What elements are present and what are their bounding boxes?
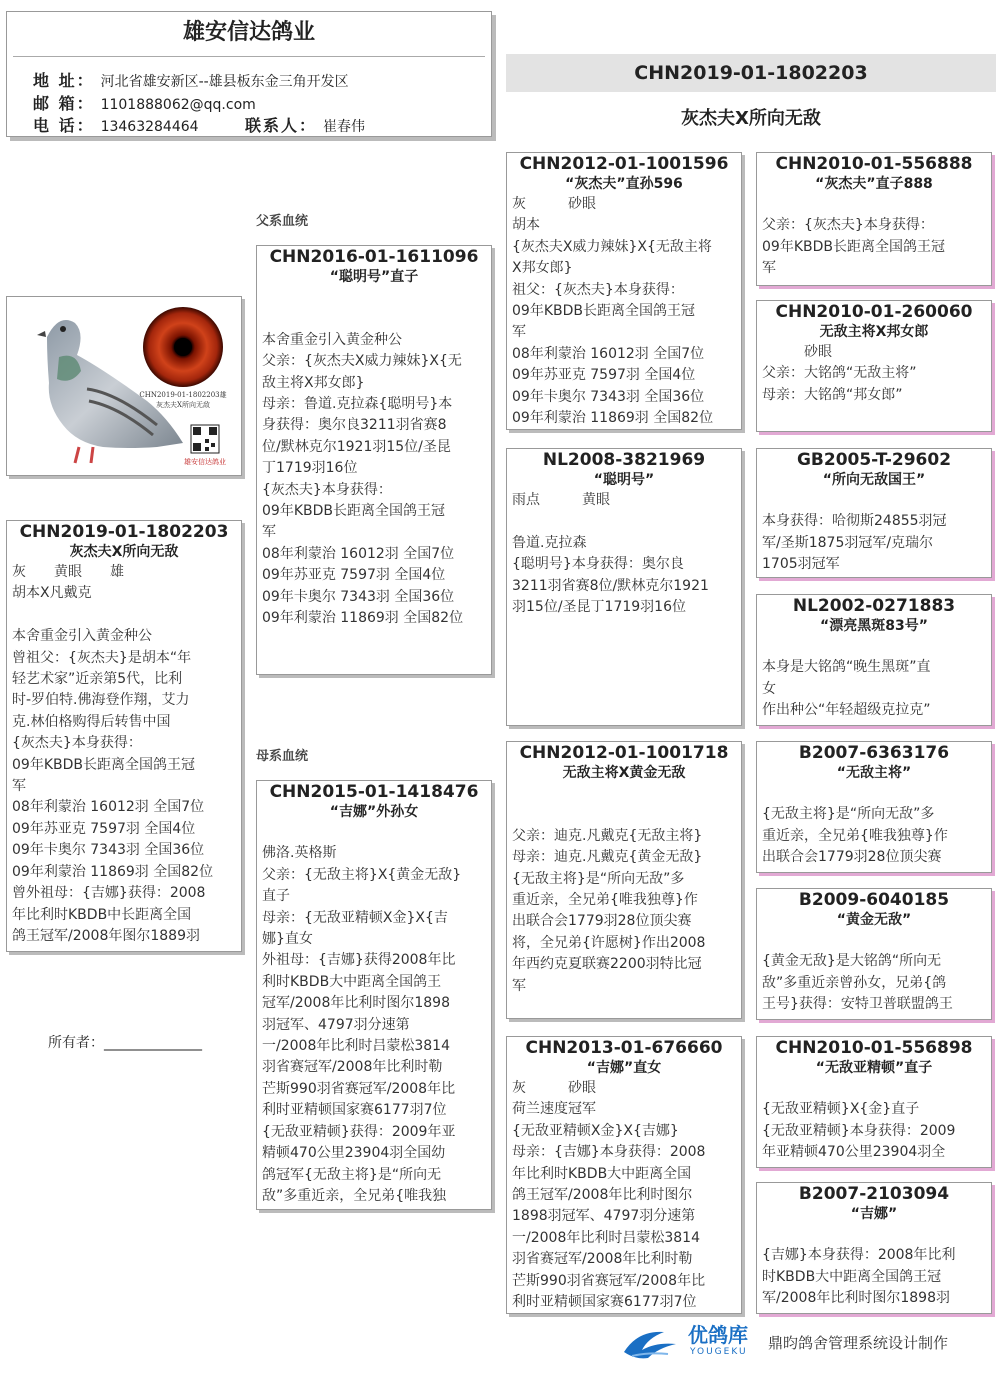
detail-line [257,287,491,308]
detail-line: 军 [512,324,526,341]
detail-line: 09年卡奥尔 7343羽 全国36位 [262,588,455,605]
detail-line: 军 [512,977,526,994]
detail-line: 年亚精顿470公里23904羽全 [762,1144,946,1161]
detail-line: {无敌主将}是“所向无敌”多 [762,806,935,823]
detail-line: {灰杰夫X威力辣妹}X{无敌主将 [512,238,712,255]
detail-line: 重近亲，全兄弟{唯我独尊}作 [762,827,948,844]
detail-line: 砂眼 [762,344,832,360]
detail-line: 09年KBDB长距离全国鸽王冠 [12,756,195,773]
detail-line: 年比利时KBDB大中距离全国 [512,1165,692,1182]
ggp-3-details [757,490,991,576]
detail-line: 灰 砂眼 [512,1080,596,1096]
dam-sire-name: 无敌主将X黄金无敌 [562,765,686,781]
detail-line: 敌”多重近亲曾孙女，兄弟{鸽 [762,974,947,991]
ggp-4-details [757,636,991,722]
detail-line: 09年卡奥尔 7343羽 全国36位 [12,842,205,859]
detail-line: 军 [262,524,276,541]
detail-line: 王号}获得：安特卫普联盟鸽王 [762,996,953,1013]
detail-line: {无敌主将}是“所向无敌”多 [512,870,685,887]
ggp-card-5 [756,741,992,873]
detail-line: 1898羽冠军、4797羽分速第 [512,1208,696,1225]
detail-line: 鸽冠军{无敌主将}是“所向无 [262,1166,442,1183]
ggp-card-8 [756,1182,992,1314]
detail-line: 利时亚精顿国家赛6177羽7位 [512,1294,697,1311]
sire-ring: CHN2016-01-1611096 [269,247,479,267]
phone-value[interactable]: 13463284464 [100,119,199,135]
ggp-5-name: “无敌主将” [836,765,912,781]
brand-name-cn: 优鸽库 [688,1323,748,1347]
detail-line [507,804,741,825]
detail-line: 年西约克夏联赛2200羽特比冠 [512,956,702,973]
ggp-1-details [757,194,991,280]
detail-line: 时-罗伯特.佛海登作翔，艾力 [12,692,190,709]
detail-line: 羽省赛冠军/2008年比利时勒 [512,1251,693,1268]
sire-line-label: 父系血统 [256,214,309,229]
ggp-4-ring: NL2002-0271883 [792,596,956,616]
detail-line: 母亲：{无敌亚精顿X金}X{吉 [262,909,448,926]
detail-line: 羽冠军、4797羽分速第 [262,1016,410,1033]
detail-line: {无敌亚精顿}本身获得：2009 [762,1122,956,1139]
detail-line: 冠军/2008年比利时图尔1898 [262,995,450,1012]
ggp-6-ring: B2009-6040185 [798,890,950,910]
dam-sire-details [507,783,741,997]
ggp-card-2 [756,300,992,432]
dam-dam-name: “吉娜”直女 [586,1060,662,1076]
detail-line [507,783,741,804]
sire-dam-details [507,490,741,618]
address-row [33,68,349,91]
sire-sire-details [507,194,741,429]
ggp-1-ring: CHN2010-01-556888 [775,154,973,174]
sire-details [257,287,491,630]
footer-brand [618,1322,990,1362]
detail-line: 09年KBDB长距离全国鸽王冠 [512,303,695,320]
detail-line: {灰杰夫}本身获得： [12,735,142,752]
contact-label: 联系人： [245,116,318,135]
pigeon-photo [6,296,242,476]
detail-line: 利时KBDB大中距离全国鸽王 [262,973,442,990]
ggp-5-details [757,783,991,869]
detail-line: 时KBDB大中距离全国鸽王冠 [762,1268,942,1285]
detail-line: 鲁道.克拉森 [512,534,587,551]
detail-line: 09年卡奥尔 7343羽 全国36位 [512,388,705,405]
phone-label: 电 话： [33,116,95,135]
ggp-6-name: “黄金无敌” [836,912,912,928]
detail-line: {黄金无敌}是大铭鸽“所向无 [762,953,942,970]
detail-line: 军 [762,260,776,277]
detail-line: 年比利时KBDB中长距离全国 [12,906,192,923]
detail-line [757,930,991,951]
breeder-header [6,11,492,137]
ggp-card-6 [756,888,992,1020]
detail-line: 本身是大铭鸽“晚生黑斑”直 [762,659,931,676]
detail-line: 08年利蒙治 16012羽 全国7位 [12,799,205,816]
detail-line: 父亲：大铭鸽“无敌主将” [762,365,917,382]
ggp-1-name: “灰杰夫”直子888 [815,176,933,192]
detail-line: 敌”多重近亲，全兄弟{唯我独 [262,1187,447,1204]
subject-card [6,520,242,952]
ggp-card-7 [756,1036,992,1168]
ggp-2-name: 无敌主将X邦女郎 [819,324,929,340]
detail-line: 09年苏亚克 7597羽 全国4位 [512,367,696,384]
detail-line: 鸽王冠军/2008年图尔1889羽 [12,927,200,944]
detail-line: 1705羽冠军 [762,556,840,573]
ggp-8-ring: B2007-2103094 [798,1184,950,1204]
detail-line: {灰杰夫}本身获得： [262,481,392,498]
detail-line: 本舍重金引入黄金种公 [262,331,402,348]
dam-card [256,780,492,1210]
subject-ring: CHN2019-01-1802203 [19,522,229,542]
ggp-7-name: “无敌亚精顿”直子 [815,1060,933,1076]
detail-line: 祖父：{灰杰夫}本身获得： [512,281,684,298]
sire-sire-card [506,152,742,430]
detail-line: 胡本 [512,217,540,234]
detail-line: {聪明号}本身获得：奥尔良 [512,556,684,573]
detail-line: 直子 [262,888,290,905]
ggp-7-details [757,1078,991,1164]
ggp-6-details [757,930,991,1016]
photo-stamp: 雄安信达鸽业 [184,458,226,466]
detail-line: 父亲：{灰杰夫}本身获得： [762,217,934,234]
pigeon-image [7,297,241,475]
dam-ring: CHN2015-01-1418476 [269,782,479,802]
detail-line: 敌主将X邦女郎} [262,374,365,391]
detail-line: 将，全兄弟{许愿树}作出2008 [512,934,706,951]
detail-line: 曾祖父：{灰杰夫}是胡本“年 [12,649,192,666]
detail-line: 父亲：{灰杰夫X威力辣妹}X{无 [262,353,462,370]
detail-line: {无敌亚精顿}X{金}直子 [762,1101,920,1118]
detail-line: 作出种公“年轻超级克拉克” [762,702,931,719]
header-divider [13,56,485,57]
detail-line: 丁1719羽16位 [262,460,358,477]
ggp-card-4 [756,594,992,726]
subject-ring-banner: CHN2019-01-1802203 [506,54,996,92]
sire-dam-ring: NL2008-3821969 [542,450,706,470]
sire-sire-ring: CHN2012-01-1001596 [519,154,729,174]
detail-line: 母亲：{吉娜}本身获得：2008 [512,1144,706,1161]
dam-line-label: 母系血统 [256,749,309,764]
detail-line: 重近亲，全兄弟{唯我独尊}作 [512,892,698,909]
dam-details [257,822,491,1207]
detail-line: X邦女郎} [512,260,573,277]
detail-line: 曾外祖母：{吉娜}获得：2008 [12,885,206,902]
detail-line [257,822,491,843]
dam-dam-card [506,1036,742,1314]
detail-line: 军/圣斯1875羽冠军/克瑞尔 [762,534,934,551]
detail-line: {无敌亚精顿}获得：2009年亚 [262,1123,456,1140]
ggp-4-name: “漂亮黑斑83号” [820,618,928,634]
brand-name-en: YOUGEKU [690,1347,748,1357]
detail-line: 一/2008年比利时吕蒙松3814 [512,1229,700,1246]
detail-line [257,308,491,329]
detail-line [757,636,991,657]
subject-name-banner: 灰杰夫X所向无敌 [681,108,821,129]
ggp-2-ring: CHN2010-01-260060 [775,302,973,322]
email-row [33,91,256,114]
detail-line: 灰 砂眼 [512,196,596,212]
breeder-title: 雄安信达鸽业 [182,20,315,45]
ggp-2-details [757,342,991,406]
address-value: 河北省雄安新区--雄县板东金三角开发区 [100,74,349,90]
detail-line: 09年苏亚克 7597羽 全国4位 [12,820,196,837]
subject-name: 灰杰夫X所向无敌 [69,544,179,560]
ggp-3-name: “所向无敌国王” [822,472,926,488]
ggp-5-ring: B2007-6363176 [798,743,950,763]
detail-line: 09年利蒙治 11869羽 全国82位 [262,610,464,627]
contact-value: 崔春伟 [323,119,366,135]
dam-dam-details [507,1078,741,1313]
sire-name: “聪明号”直子 [329,269,419,285]
detail-line: 09年苏亚克 7597羽 全国4位 [262,567,446,584]
ggp-card-1 [756,152,992,286]
detail-line [757,194,991,215]
detail-line: 芒斯990羽省赛冠军/2008年比 [262,1080,456,1097]
ggp-8-details [757,1224,991,1310]
detail-line: 09年KBDB长距离全国鸽王冠 [762,238,945,255]
detail-line: 3211羽省赛8位/默林克尔1921 [512,577,709,594]
detail-line: 父亲：{无敌主将}X{黄金无敌} [262,866,462,883]
detail-line [7,605,241,626]
detail-line: 羽15位/圣昆丁1719羽16位 [512,599,686,616]
detail-line: 09年KBDB长距离全国鸽王冠 [262,503,445,520]
detail-line: 军 [12,778,26,795]
detail-line: 外祖母：{吉娜}获得2008年比 [262,952,456,969]
detail-line: 09年利蒙治 11869羽 全国82位 [12,863,214,880]
detail-line: 军/2008年比利时图尔1898羽 [762,1290,950,1307]
photo-caption-name: 灰杰夫X所向无敌 [156,401,210,409]
detail-line [757,783,991,804]
dam-name: “吉娜”外孙女 [329,804,419,820]
dam-sire-card [506,741,742,1019]
detail-line: 父亲：迪克.凡戴克{无敌主将} [512,827,703,844]
detail-line: 鸽王冠军/2008年比利时图尔 [512,1187,693,1204]
sire-sire-name: “灰杰夫”直孙596 [565,176,683,192]
owner-field: 所有者：______________ [48,1035,202,1051]
ggp-8-name: “吉娜” [850,1206,898,1222]
brand-logo-icon [618,1322,682,1362]
detail-line: 精顿470公里23904羽全国幼 [262,1145,446,1162]
detail-line: 出联合会1779羽28位顶尖赛 [512,913,692,930]
detail-line: 母亲：鲁道.克拉森{聪明号}本 [262,396,453,413]
detail-line: 本舍重金引入黄金种公 [12,628,152,645]
detail-line: 一/2008年比利时吕蒙松3814 [262,1038,450,1055]
detail-line: {吉娜}本身获得：2008年比利 [762,1247,956,1264]
detail-line [757,1078,991,1099]
detail-line: 母亲：迪克.凡戴克{黄金无敌} [512,849,703,866]
sire-dam-name: “聪明号” [593,472,655,488]
subject-details [7,562,241,947]
detail-line [507,511,741,532]
detail-line: 出联合会1779羽28位顶尖赛 [762,849,942,866]
detail-line: 灰 黄眼 雄 [12,564,124,580]
dam-dam-ring: CHN2013-01-676660 [525,1038,723,1058]
detail-line: {无敌亚精顿X金}X{吉娜} [512,1122,679,1139]
email-value[interactable]: 1101888062@qq.com [100,97,256,113]
photo-caption-ring: CHN2019-01-1802203雄 [139,391,227,399]
address-label: 地 址： [33,71,95,90]
sire-card [256,245,492,675]
detail-line: 身获得：奥尔良3211羽省赛8 [262,417,447,434]
detail-line: 雨点 黄眼 [512,492,610,508]
detail-line: 羽省赛冠军/2008年比利时勒 [262,1059,443,1076]
detail-line: 08年利蒙治 16012羽 全国7位 [512,345,705,362]
detail-line: 位/默林克尔1921羽15位/圣昆 [262,438,451,455]
detail-line: 娜}直女 [262,931,313,948]
detail-line: 荷兰速度冠军 [512,1101,596,1118]
detail-line: 08年利蒙治 16012羽 全国7位 [262,545,455,562]
detail-line: 克.林伯格购得后转售中国 [12,713,171,730]
phone-row [33,113,365,136]
detail-line: 轻艺术家”近亲第5代，比利 [12,671,183,688]
ggp-7-ring: CHN2010-01-556898 [775,1038,973,1058]
detail-line: 胡本X凡戴克 [12,585,92,602]
detail-line [757,490,991,511]
sire-dam-card [506,448,742,726]
detail-line: 09年利蒙治 11869羽 全国82位 [512,410,714,427]
footer-credit: 鼎昀鸽舍管理系统设计制作 [768,1334,949,1352]
detail-line: 利时亚精顿国家赛6177羽7位 [262,1102,447,1119]
ggp-3-ring: GB2005-T-29602 [796,450,952,470]
email-label: 邮 箱： [33,94,95,113]
detail-line: 女 [762,680,776,697]
detail-line [757,1224,991,1245]
detail-line: 佛洛.英格斯 [262,845,337,862]
ggp-card-3 [756,448,992,578]
detail-line: 本身获得：哈彻斯24855羽冠 [762,513,947,530]
detail-line: 母亲：大铭鸽“邦女郎” [762,386,903,403]
dam-sire-ring: CHN2012-01-1001718 [519,743,729,763]
detail-line: 芒斯990羽省赛冠军/2008年比 [512,1272,706,1289]
